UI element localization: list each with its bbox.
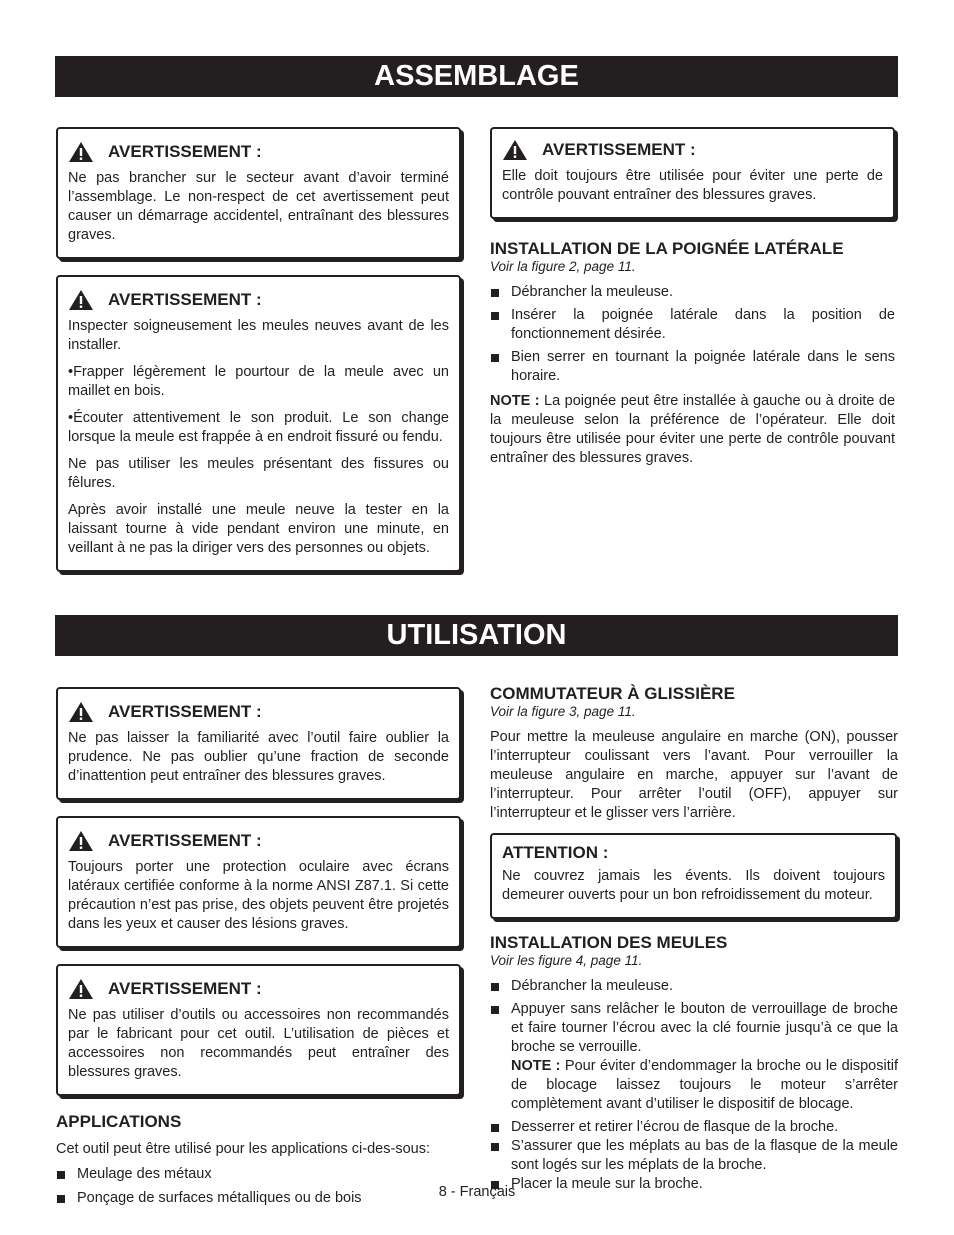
warning-triangle-icon [68,289,94,311]
side-handle-section [490,239,895,468]
attention-title: ATTENTION : [502,843,609,862]
list-item: Meulage des métaux [56,1165,461,1184]
utilisation-right-column [490,684,898,1200]
warning-box [56,816,461,948]
warning-text: •Frapper légèrement le pourtour de la meule avec un maillet en bois. [68,364,449,399]
warning-triangle-icon [68,830,94,852]
bullet-list [490,977,898,1194]
figure-reference: Voir les figure 4, page 11. [490,953,643,968]
utilisation-left-column [56,687,461,1214]
wheels-section [490,933,898,1194]
warning-text: •Écouter attentivement le son produit. Le son change lorsque la meule est frappée à en endroit fissuré ou fendu. [68,410,449,445]
warning-text: Inspecter soigneusement les meules neuves avant de les installer. [68,318,449,353]
bullet-list [490,283,895,386]
warning-box [56,275,461,572]
warning-box [56,687,461,800]
applications-intro: Cet outil peut être utilisé pour les applications ci-des-sous: [56,1141,430,1157]
warning-box [56,964,461,1096]
section-banner-assemblage: ASSEMBLAGE [55,56,898,97]
square-bullet-icon [491,1143,499,1151]
square-bullet-icon [57,1171,65,1179]
warning-triangle-icon [68,141,94,163]
square-bullet-icon [491,1124,499,1132]
switch-section [490,684,898,823]
list-item: Appuyer sans relâcher le bouton de verrouillage de broche et faire tourner l’écrou avec la clé fournie jusqu’à ce que la broche se verrouille. NOTE : Pour éviter d’endommager la broche ou le dispositif de blocage laissez toujours le moteur s’arrêter complètement avant d’utiliser le dispositif de blocage. [490,1000,898,1114]
list-item: Placer la meule sur la broche. [490,1175,898,1194]
warning-text: Ne pas utiliser les meules présentant des fissures ou fêlures. [68,456,449,491]
list-item: Débrancher la meuleuse. [490,283,895,302]
section-heading: INSTALLATION DE LA POIGNÉE LATÉRALE [490,239,844,258]
inline-note: NOTE : Pour éviter d’endommager la broche ou le dispositif de blocage laissez toujours le moteur s’arrêter complètement avant d’utiliser le dispositif de blocage. [511,1058,898,1112]
section-heading: COMMUTATEUR À GLISSIÈRE [490,684,735,703]
warning-title: AVERTISSEMENT : [108,979,262,998]
list-item: S’assurer que les méplats au bas de la flasque de la meule sont logés sur les méplats de la broche. [490,1137,898,1175]
figure-reference: Voir la figure 2, page 11. [490,259,636,274]
warning-text: Toujours porter une protection oculaire avec écrans latéraux certifiée conforme à la norme ANSI Z87.1. Si cette précaution n’est pas prise, des objets peuvent être projetés dans les yeux et causer des lésions graves. [68,859,449,932]
square-bullet-icon [491,983,499,991]
warning-triangle-icon [502,139,528,161]
page-footer: 8 - Français [438,1184,516,1200]
list-item: Bien serrer en tournant la poignée latérale dans le sens horaire. [490,348,895,386]
square-bullet-icon [491,289,499,297]
warning-title: AVERTISSEMENT : [542,140,696,159]
warning-text: Après avoir installé une meule neuve la tester en la laissant tourne à vide pendant environ une minute, en veillant à ne pas la diriger vers des personnes ou objets. [68,502,449,556]
warning-title: AVERTISSEMENT : [108,290,262,309]
warning-text: Ne pas brancher sur le secteur avant d’avoir terminé l’assemblage. Le non-respect de cet avertissement peut causer un démarrage accidentel, entraînant des blessures graves. [68,170,449,243]
section-banner-utilisation: UTILISATION [55,615,898,656]
square-bullet-icon [491,312,499,320]
warning-triangle-icon [68,701,94,723]
square-bullet-icon [491,354,499,362]
list-item: Ponçage de surfaces métalliques ou de bois [56,1189,461,1208]
assemblage-left-column [56,127,461,572]
warning-text: Ne pas utiliser d’outils ou accessoires non recommandés par le fabricant pour cet outil. L’utilisation de pièces et accessoires non recommandés peut entraîner des blessures graves. [68,1007,449,1080]
square-bullet-icon [491,1006,499,1014]
warning-text: Elle doit toujours être utilisée pour éviter une perte de contrôle pouvant entraîner des blessures graves. [502,168,883,203]
warning-title: AVERTISSEMENT : [108,142,262,161]
section-heading: APPLICATIONS [56,1112,182,1131]
list-item: Débrancher la meuleuse. [490,977,898,996]
list-item: Desserrer et retirer l’écrou de flasque de la broche. [490,1118,898,1137]
warning-title: AVERTISSEMENT : [108,702,262,721]
list-item: Insérer la poignée latérale dans la position de fonctionnement désirée. [490,306,895,344]
warning-triangle-icon [68,978,94,1000]
warning-box [56,127,461,259]
note-paragraph: NOTE : La poignée peut être installée à gauche ou à droite de la meuleuse selon la préférence de l’opérateur. Elle doit toujours être utilisée pour éviter une perte de contrôle pouvant entraîner des blessures graves. [490,393,896,466]
attention-text: Ne couvrez jamais les évents. Ils doivent toujours demeurer ouverts pour un bon refroidissement du moteur. [502,868,885,903]
figure-reference: Voir la figure 3, page 11. [490,704,636,719]
switch-description: Pour mettre la meuleuse angulaire en marche (ON), pousser l’interrupteur coulissant vers l’avant. Pour verrouiller la meuleuse angulaire en marche, appuyer sur l’avant de l’interrupteur. Pour arrêter l’outil (OFF), appuyer sur l’interrupteur et le glisser vers l’arrière. [490,729,898,821]
warning-text: Ne pas laisser la familiarité avec l’outil faire oublier la prudence. Ne pas oublier qu’une fraction de seconde d’inattention peut entraîner des blessures graves. [68,730,449,784]
warning-title: AVERTISSEMENT : [108,831,262,850]
section-heading: INSTALLATION DES MEULES [490,933,728,952]
warning-box [490,127,895,219]
attention-box [490,833,897,919]
assemblage-right-column [490,127,895,474]
